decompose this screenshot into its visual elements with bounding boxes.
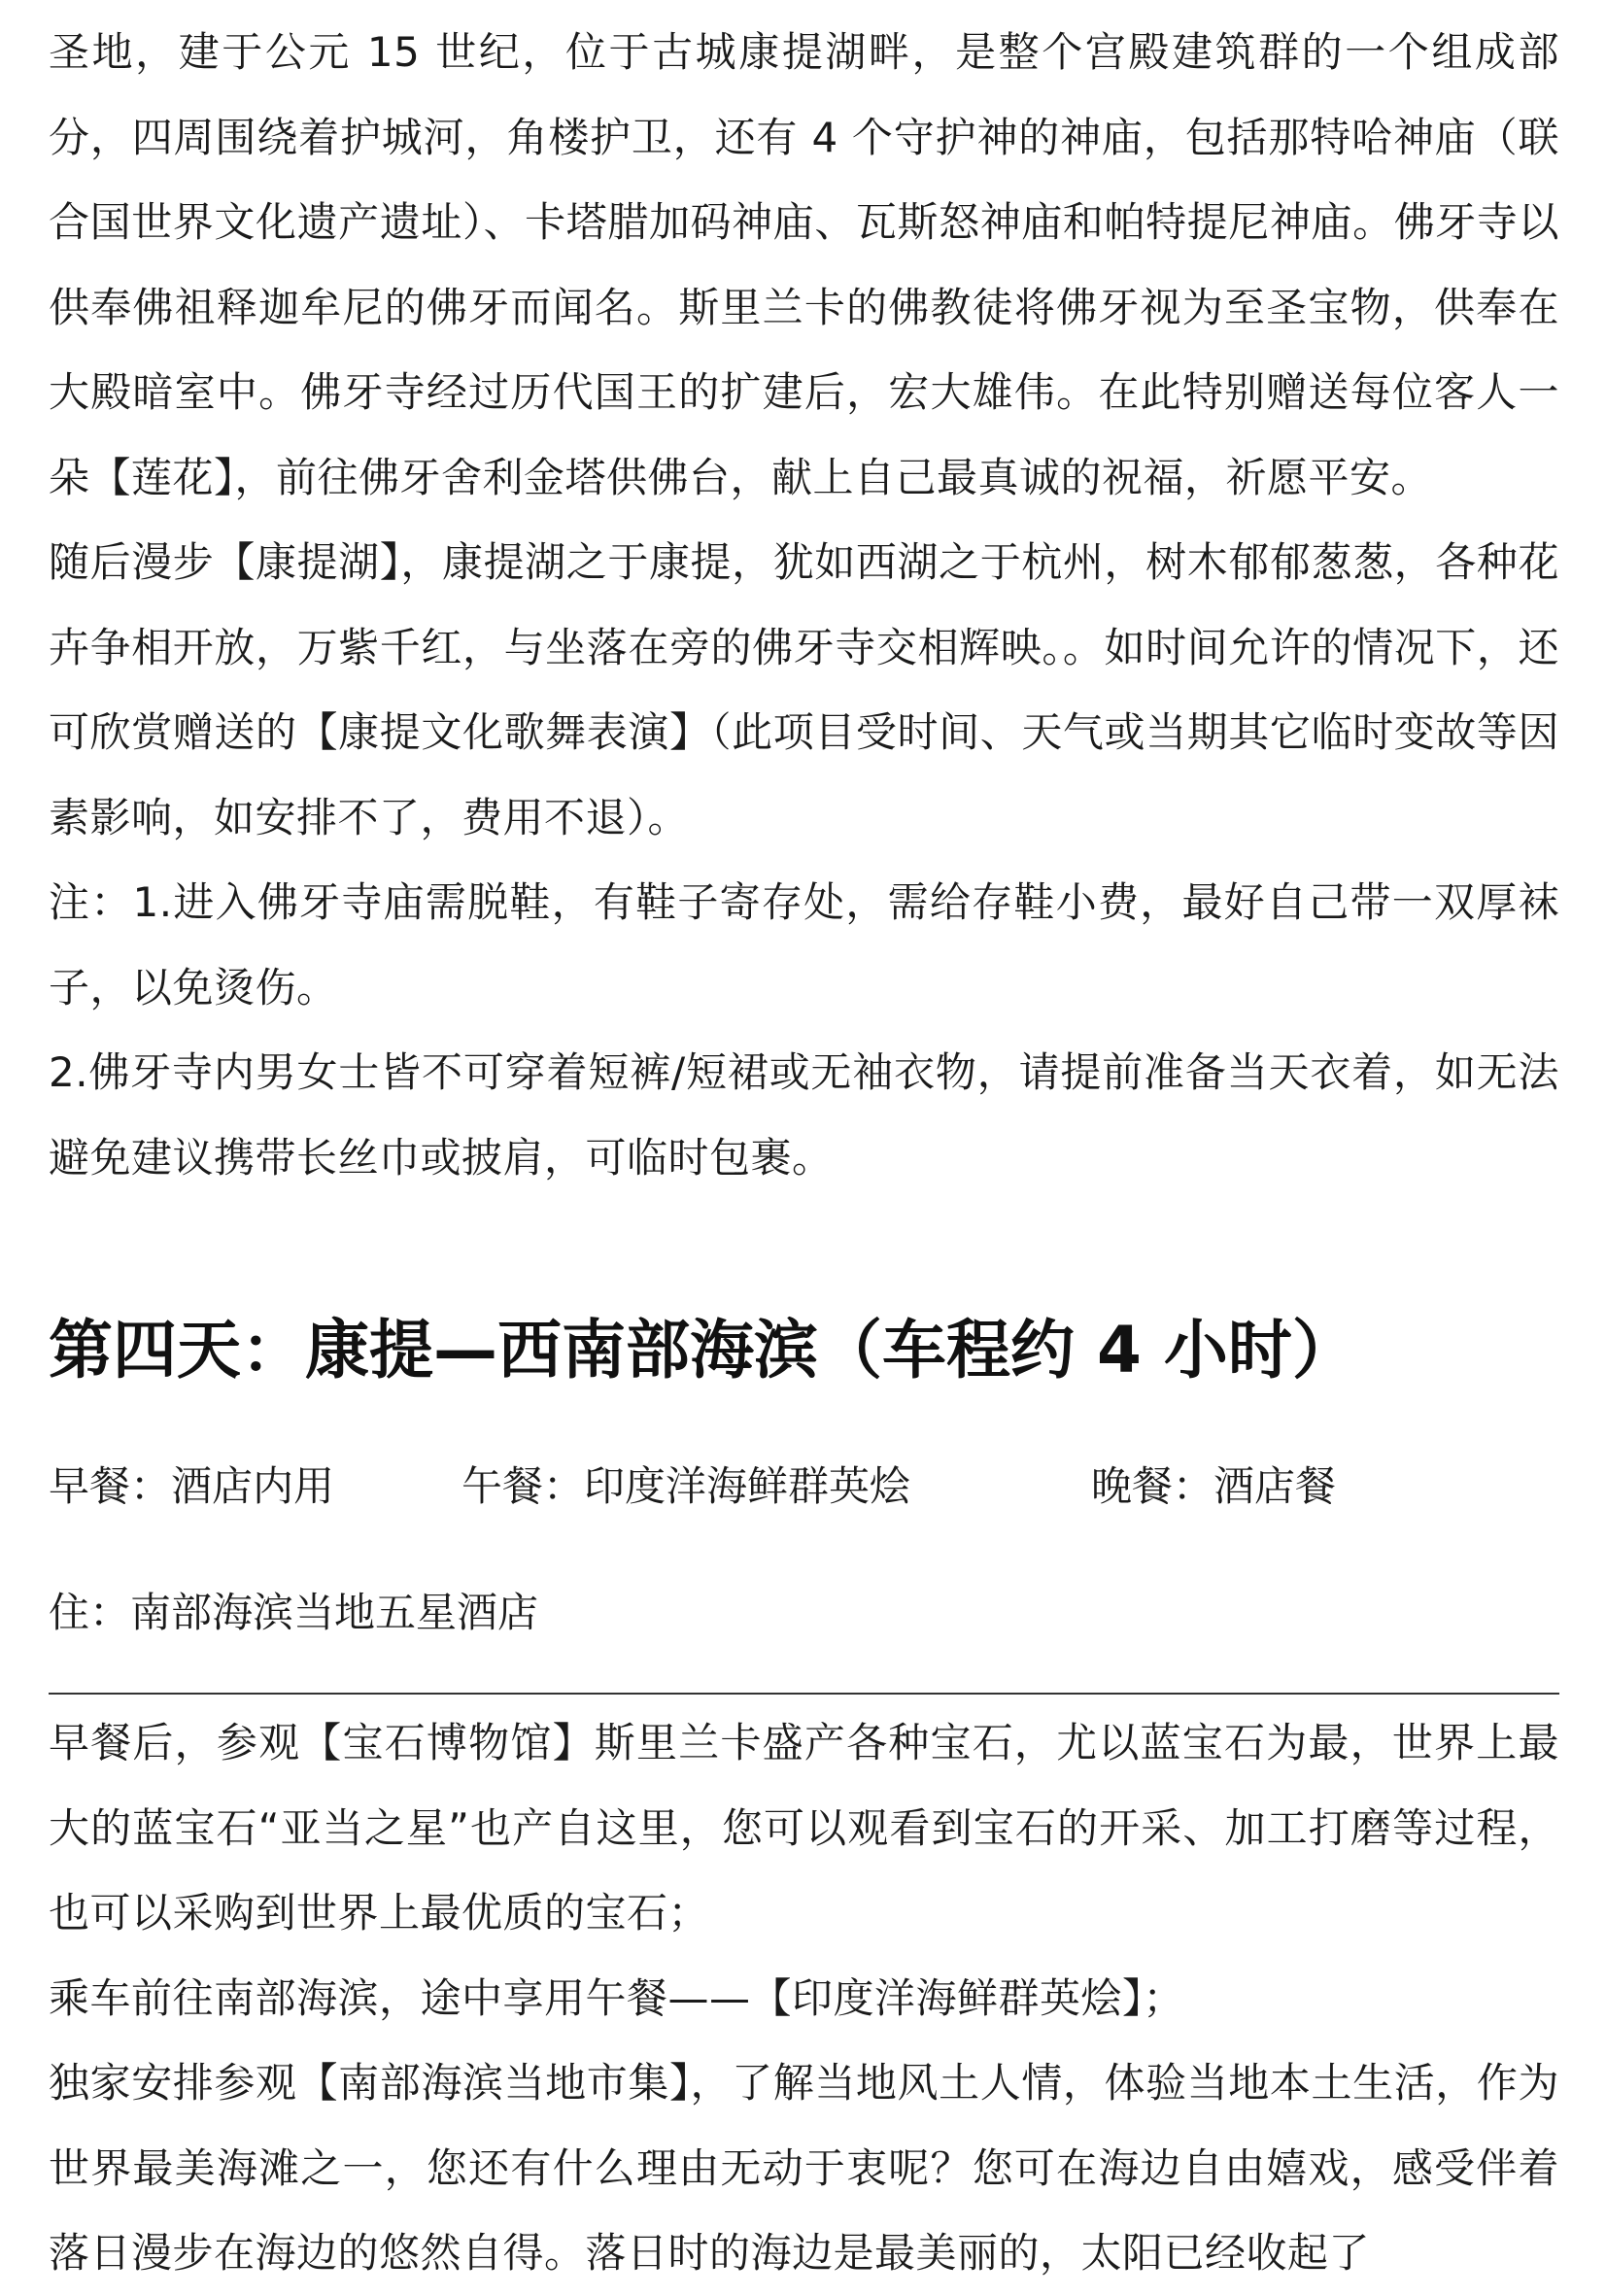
lunch-transfer-paragraph: 乘车前往南部海滨，途中享用午餐——【印度洋海鲜群英烩】； [49, 1973, 1185, 2022]
dinner-info: 晚餐：酒店餐 [1091, 1462, 1337, 1510]
note-dress-code-paragraph: 2.佛牙寺内男女士皆不可穿着短裤/短裙或无袖衣物，请提前准备当天衣着，如无法避免建议携带长丝巾或披肩，可临时包裹。 [49, 1048, 1559, 1182]
day-four-description [49, 1700, 1559, 2296]
hotel-info: 住：南部海滨当地五星酒店 [49, 1589, 539, 1636]
day-three-continuation [49, 10, 1559, 1200]
kandy-lake-paragraph: 随后漫步【康提湖】，康提湖之于康提，犹如西湖之于杭州，树木郁郁葱葱，各种花卉争相开放，万紫千红，与坐落在旁的佛牙寺交相辉映。。如时间允许的情况下，还可欣赏赠送的【康提文化歌舞表演】（此项目受时间、天气或当期其它临时变故等因素影响，如安排不了，费用不退）。 [49, 538, 1559, 841]
local-market-paragraph: 独家安排参观【南部海滨当地市集】，了解当地风土人情，体验当地本土生活，作为世界最美海滩之一，您还有什么理由无动于衷呢？您可在海边自由嬉戏，感受伴着落日漫步在海边的悠然自得。落日时的海边是最美丽的，太阳已经收起了 [49, 2059, 1559, 2277]
day-four-heading: 第四天：康提—西南部海滨（车程约 4 小时） [49, 1313, 1356, 1388]
gem-museum-paragraph: 早餐后，参观【宝石博物馆】斯里兰卡盛产各种宝石，尤以蓝宝石为最，世界上最大的蓝宝石“亚当之星”也产自这里，您可以观看到宝石的开采、加工打磨等过程，也可以采购到世界上最优质的宝石； [49, 1719, 1559, 1936]
note-shoes-paragraph: 注：1.进入佛牙寺庙需脱鞋，有鞋子寄存处，需给存鞋小费，最好自己带一双厚袜子，以免烫伤。 [49, 878, 1559, 1011]
temple-description-paragraph: 圣地，建于公元 15 世纪，位于古城康提湖畔，是整个宫殿建筑群的一个组成部分，四周围绕着护城河，角楼护卫，还有 4 个守护神的神庙，包括那特哈神庙（联合国世界文化遗产遗址）、卡塔腊加码神庙、瓦斯怒神庙和帕特提尼神庙。佛牙寺以供奉佛祖释迦牟尼的佛牙而闻名。斯里兰卡的佛教徒将佛牙视为至圣宝物，供奉在大殿暗室中。佛牙寺经过历代国王的扩建后，宏大雄伟。在此特别赠送每位客人一朵【莲花】，前往佛牙舍利金塔供佛台，献上自己最真诚的祝福，祈愿平安。 [49, 28, 1559, 501]
breakfast-info: 早餐：酒店内用 [49, 1462, 335, 1510]
lunch-info: 午餐：印度洋海鲜群英烩 [461, 1462, 911, 1510]
section-divider [49, 1693, 1559, 1695]
